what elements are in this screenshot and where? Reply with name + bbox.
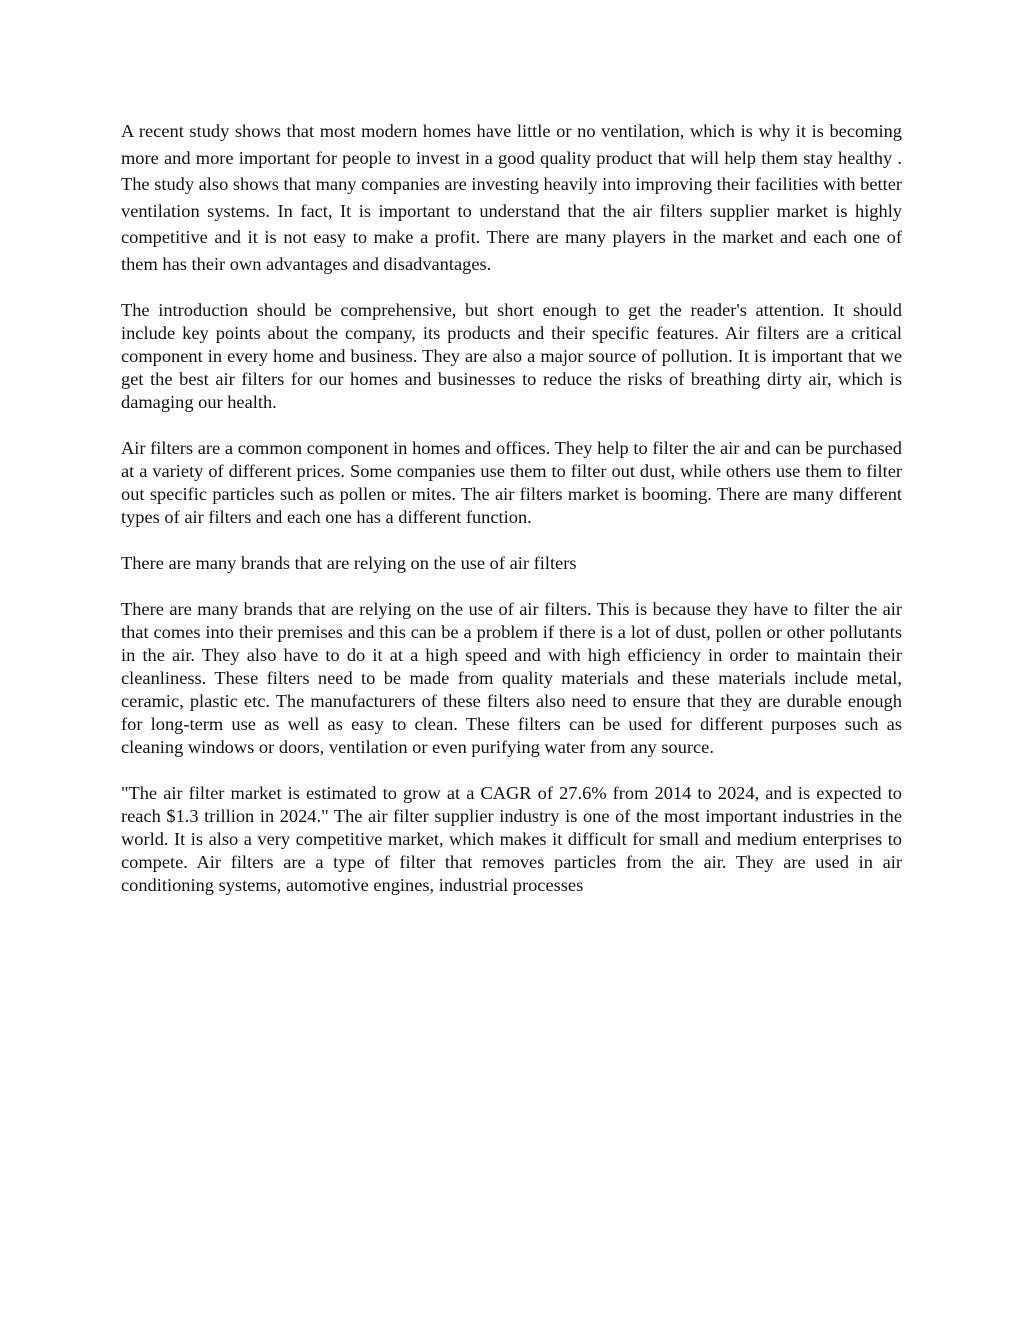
paragraph-ventilation-study: A recent study shows that most modern homes have little or no ventilation, which is why it is becoming more and more important for people to invest in a good quality product that will help them stay healthy . The study also shows that many companies are investing heavily into improving their facilities with better ventilation systems. In fact, It is important to understand that the air filters supplier market is highly competitive and it is not easy to make a profit. There are many players in the market and each one of them has their own advantages and disadvantages. (121, 121, 902, 274)
paragraph-spacer (121, 277, 902, 299)
paragraph-spacer (121, 529, 902, 552)
paragraph-spacer (121, 759, 902, 782)
paragraph-market-growth: "The air filter market is estimated to grow at a CAGR of 27.6% from 2014 to 2024, and is expected to reach $1.3 trillion in 2024." The air filter supplier industry is one of the most important industries in the world. It is also a very competitive market, which makes it difficult for small and medium enterprises to compete. Air filters are a type of filter that removes particles from the air. They are used in air conditioning systems, automotive engines, industrial processes (121, 783, 902, 895)
section-heading-brands: There are many brands that are relying on the use of air filters (121, 553, 577, 573)
paragraph-brands: There are many brands that are relying on the use of air filters. This is because they have to filter the air that comes into their premises and this can be a problem if there is a lot of dust, pollen or other pollutants in the air. They also have to do it at a high speed and with high efficiency in order to maintain their cleanliness. These filters need to be made from quality materials and these materials include metal, ceramic, plastic etc. The manufacturers of these filters also need to ensure that they are durable enough for long-term use as well as easy to clean. These filters can be used for different purposes such as cleaning windows or doors, ventilation or even purifying water from any source. (121, 599, 902, 757)
paragraph-common-component: Air filters are a common component in homes and offices. They help to filter the air and can be purchased at a variety of different prices. Some companies use them to filter out dust, while others use them to filter out specific particles such as pollen or mites. The air filters market is booming. There are many different types of air filters and each one has a different function. (121, 438, 902, 527)
paragraph-spacer (121, 414, 902, 437)
document-page (121, 118, 902, 897)
paragraph-spacer (121, 575, 902, 598)
paragraph-introduction: The introduction should be comprehensive, but short enough to get the reader's attention. It should include key points about the company, its products and their specific features. Air filters are a critical component in every home and business. They are also a major source of pollution. It is important that we get the best air filters for our homes and businesses to reduce the risks of breathing dirty air, which is damaging our health. (121, 300, 902, 412)
